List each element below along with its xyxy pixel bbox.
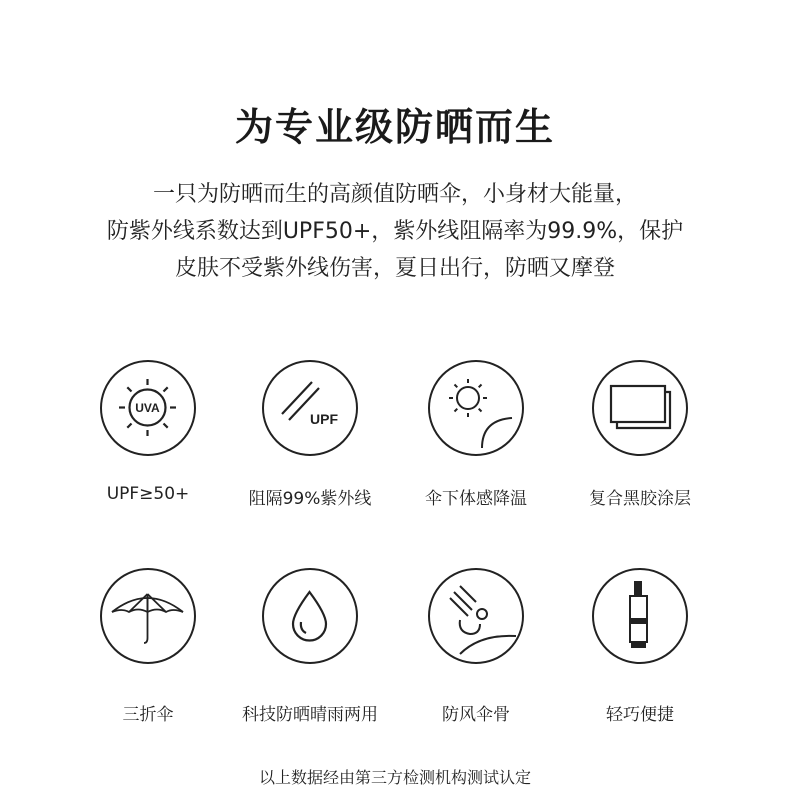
- uva-sun-icon: [100, 360, 196, 456]
- feature-label: UPF≥50+: [106, 484, 190, 504]
- feature-label: 防风伞骨: [442, 705, 510, 725]
- feature-label: 伞下体感降温: [425, 489, 527, 509]
- feature-label: 科技防晒晴雨两用: [242, 705, 378, 725]
- description-line-2: 防紫外线系数达到UPF50+，紫外线阻隔率为99.9%，保护: [106, 219, 684, 244]
- feature-uv-block: [220, 360, 400, 509]
- feature-lightweight: [550, 568, 730, 725]
- upf-block-icon: [262, 360, 358, 456]
- feature-windproof: [386, 568, 566, 725]
- feature-label: 轻巧便捷: [606, 705, 674, 725]
- description: [0, 176, 790, 287]
- description-line-1: 一只为防晒而生的高颜值防晒伞，小身材大能量，: [152, 182, 637, 207]
- upf-text: UPF: [310, 411, 338, 427]
- uva-text: UVA: [135, 401, 160, 415]
- footer-note: 以上数据经由第三方检测机构测试认定: [258, 768, 531, 787]
- feature-tri-fold: [58, 568, 238, 725]
- umbrella-icon: [100, 568, 196, 664]
- wind-icon: [428, 568, 524, 664]
- feature-cooling: [386, 360, 566, 509]
- feature-label: 三折伞: [122, 705, 174, 725]
- layers-icon: [592, 360, 688, 456]
- feature-label: 阻隔99%紫外线: [248, 489, 372, 509]
- feature-upf: [58, 360, 238, 504]
- page-title: 为专业级防晒而生: [234, 105, 555, 149]
- folded-umbrella-icon: [592, 568, 688, 664]
- feature-coating: [550, 360, 730, 509]
- feature-label: 复合黑胶涂层: [589, 489, 691, 509]
- sun-shade-icon: [428, 360, 524, 456]
- water-drop-icon: [262, 568, 358, 664]
- description-line-3: 皮肤不受紫外线伤害，夏日出行，防晒又摩登: [174, 256, 615, 281]
- feature-rain-sun: [220, 568, 400, 725]
